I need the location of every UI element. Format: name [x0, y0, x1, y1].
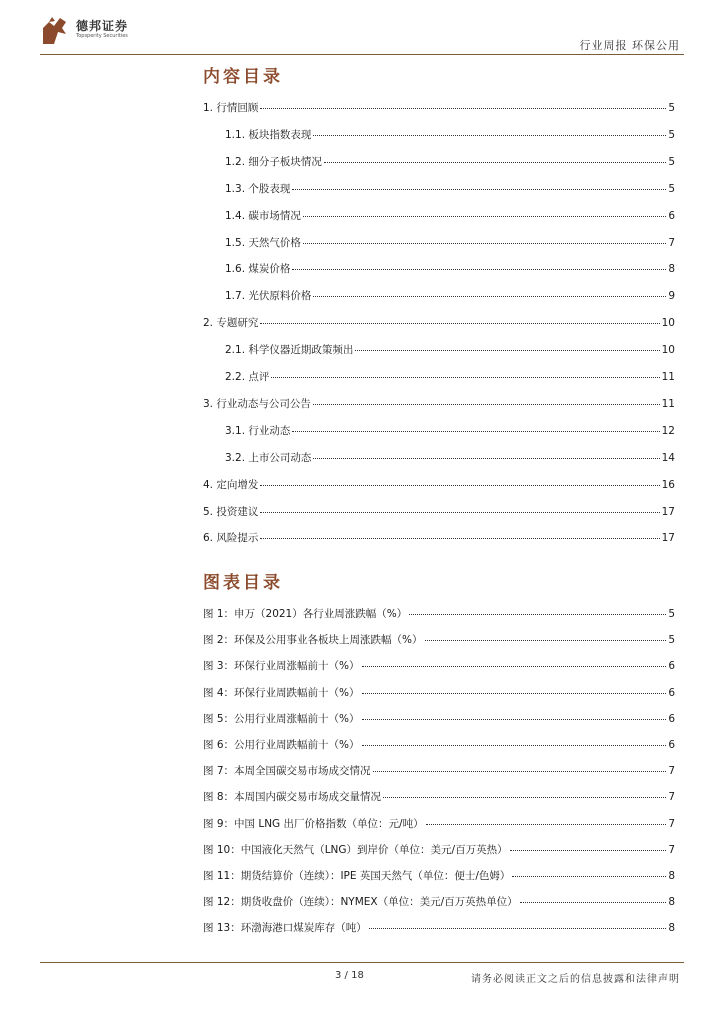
figure-entry[interactable] [203, 816, 675, 831]
entry-page-number: 5 [668, 634, 675, 647]
dot-leader [383, 797, 666, 798]
entry-page-number: 6 [668, 660, 675, 673]
entry-label: 图 1：申万（2021）各行业周涨跌幅（%） [203, 608, 408, 620]
entry-label: 图 6：公用行业周跌幅前十（%） [203, 739, 360, 751]
figures-title: 图表目录 [203, 573, 283, 593]
toc-entry[interactable] [203, 450, 675, 465]
report-type: 行业周报 环保公用 [579, 39, 680, 52]
entry-label: 图 12：期货收盘价（连续）：NYMEX（单位：美元/百万英热单位） [203, 896, 518, 909]
entry-label: 2.2. 点评 [225, 371, 270, 383]
entry-label: 3. 行业动态与公司公告 [203, 397, 311, 410]
entry-label: 图 11：期货结算价（连续）：IPE 英国天然气（单位：便士/色姆） [203, 870, 511, 882]
dot-leader [362, 719, 667, 720]
entry-page-number: 11 [661, 397, 675, 410]
dot-leader [355, 350, 659, 351]
brand-name: 德邦证券 [76, 19, 129, 33]
entry-label: 1. 行情回顾 [203, 102, 259, 114]
figure-entry[interactable] [203, 711, 675, 726]
entry-label: 图 9：中国 LNG 出厂价格指数（单位：元/吨） [203, 817, 424, 830]
entry-page-number: 7 [668, 791, 675, 804]
figure-entry[interactable] [203, 842, 675, 857]
dot-leader [313, 296, 666, 297]
brand-english-name: Topsperity Securities [76, 33, 128, 39]
toc-title: 内容目录 [203, 67, 283, 87]
toc-entry[interactable] [203, 154, 675, 169]
entry-label: 图 2：环保及公用事业各板块上周涨跌幅（%） [203, 634, 423, 647]
dot-leader [271, 377, 659, 378]
entry-label: 1.6. 煤炭价格 [225, 263, 291, 276]
dot-leader [292, 269, 666, 270]
toc-entry[interactable] [203, 530, 675, 545]
entry-label: 图 13：环渤海港口煤炭库存（吨） [203, 922, 367, 935]
dot-leader [362, 745, 667, 746]
dot-leader [362, 693, 667, 694]
entry-label: 6. 风险提示 [203, 532, 259, 545]
figure-entry[interactable] [203, 789, 675, 804]
entry-label: 5. 投资建议 [203, 505, 259, 518]
entry-page-number: 17 [661, 505, 675, 518]
figure-entry[interactable] [203, 763, 675, 778]
entry-page-number: 17 [661, 532, 675, 545]
dot-leader [512, 876, 666, 877]
entry-label: 1.5. 天然气价格 [225, 236, 301, 249]
entry-page-number: 5 [668, 102, 675, 114]
brand-logo-icon [40, 14, 68, 46]
entry-page-number: 7 [668, 236, 675, 249]
toc-entry[interactable] [203, 235, 675, 250]
entry-label: 1.1. 板块指数表现 [225, 128, 312, 141]
entry-page-number: 7 [668, 765, 675, 778]
toc-entry[interactable] [203, 208, 675, 223]
entry-label: 图 7：本周全国碳交易市场成交情况 [203, 765, 371, 778]
dot-leader [369, 928, 667, 929]
entry-page-number: 10 [661, 317, 675, 330]
toc-entry[interactable] [203, 261, 675, 276]
entry-page-number: 5 [668, 128, 675, 141]
entry-page-number: 12 [661, 424, 675, 437]
entry-label: 2.1. 科学仪器近期政策频出 [225, 344, 354, 357]
disclaimer: 请务必阅读正文之后的信息披露和法律声明 [471, 974, 680, 985]
entry-page-number: 6 [668, 739, 675, 751]
dot-leader [292, 431, 659, 432]
entry-label: 图 10：中国液化天然气（LNG）到岸价（单位：美元/百万英热） [203, 843, 508, 856]
entry-label: 1.7. 光伏原料价格 [225, 290, 312, 303]
page-header [0, 0, 724, 60]
entry-page-number: 10 [661, 344, 675, 357]
dot-leader [303, 243, 666, 244]
entry-label: 1.3. 个股表现 [225, 182, 291, 195]
dot-leader [313, 404, 660, 405]
dot-leader [520, 902, 667, 903]
entry-page-number: 5 [668, 155, 675, 168]
entry-label: 3.2. 上市公司动态 [225, 451, 312, 464]
dot-leader [260, 323, 659, 324]
dot-leader [373, 771, 667, 772]
entry-page-number: 8 [668, 263, 675, 276]
entry-page-number: 9 [668, 290, 675, 303]
entry-page-number: 5 [668, 182, 675, 195]
figure-entry[interactable] [203, 685, 675, 700]
entry-page-number: 7 [668, 843, 675, 856]
entry-page-number: 6 [668, 686, 675, 699]
entry-label: 1.2. 细分子板块情况 [225, 155, 322, 168]
dot-leader [362, 666, 667, 667]
dot-leader [260, 108, 666, 109]
figure-entry[interactable] [203, 894, 675, 909]
dot-leader [510, 850, 667, 851]
entry-page-number: 14 [661, 451, 675, 464]
dot-leader [292, 189, 666, 190]
entry-label: 图 8：本周国内碳交易市场成交量情况 [203, 791, 382, 804]
figure-entry[interactable] [203, 737, 675, 752]
toc-entry[interactable] [203, 342, 675, 357]
entry-label: 4. 定向增发 [203, 478, 259, 491]
entry-page-number: 8 [668, 870, 675, 882]
entry-label: 1.4. 碳市场情况 [225, 209, 301, 222]
toc-entry[interactable] [203, 396, 675, 411]
figure-entry[interactable] [203, 920, 675, 935]
dot-leader [313, 135, 666, 136]
entry-page-number: 8 [668, 922, 675, 935]
footer-divider [40, 962, 684, 963]
dot-leader [426, 824, 667, 825]
dot-leader [260, 485, 659, 486]
dot-leader [324, 162, 666, 163]
figure-entry[interactable] [203, 868, 675, 883]
entry-page-number: 7 [668, 817, 675, 830]
toc-entry[interactable] [203, 288, 675, 303]
toc-entry[interactable] [203, 423, 675, 438]
dot-leader [313, 458, 659, 459]
dot-leader [409, 614, 666, 615]
entry-page-number: 5 [668, 608, 675, 620]
figure-entry[interactable] [203, 606, 675, 621]
page-number: 3 / 18 [335, 970, 364, 981]
toc-entry[interactable] [203, 477, 675, 492]
entry-label: 2. 专题研究 [203, 317, 259, 330]
figure-entry[interactable] [203, 658, 675, 673]
entry-page-number: 6 [668, 712, 675, 725]
toc-entry[interactable] [203, 100, 675, 115]
header-divider [40, 54, 684, 55]
entry-label: 图 3：环保行业周涨幅前十（%） [203, 660, 360, 673]
toc-entry[interactable] [203, 315, 675, 330]
entry-page-number: 16 [661, 478, 675, 491]
toc-entry[interactable] [203, 127, 675, 142]
dot-leader [260, 512, 659, 513]
toc-entry[interactable] [203, 181, 675, 196]
entry-page-number: 6 [668, 209, 675, 222]
entry-page-number: 11 [661, 371, 675, 383]
toc-entry[interactable] [203, 369, 675, 384]
figure-entry[interactable] [203, 632, 675, 647]
entry-page-number: 8 [668, 896, 675, 909]
dot-leader [425, 640, 667, 641]
entry-label: 图 5：公用行业周涨幅前十（%） [203, 712, 360, 725]
toc-entry[interactable] [203, 504, 675, 519]
entry-label: 图 4：环保行业周跌幅前十（%） [203, 686, 360, 699]
entry-label: 3.1. 行业动态 [225, 424, 291, 437]
dot-leader [303, 216, 666, 217]
dot-leader [260, 538, 659, 539]
